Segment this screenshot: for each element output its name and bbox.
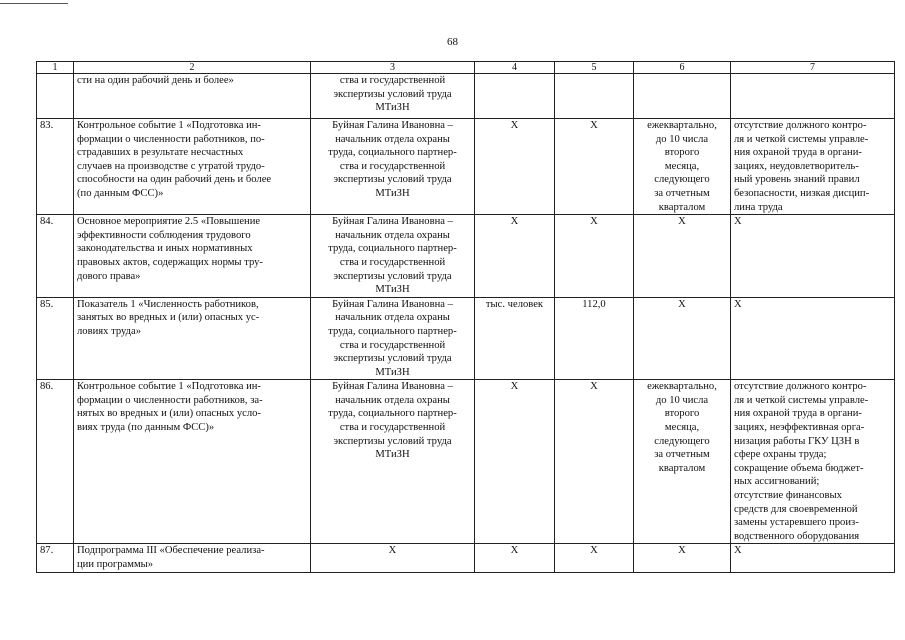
cell-line: труда, социального партнер- bbox=[328, 243, 457, 255]
deadline-cell bbox=[634, 215, 731, 298]
unit-cell bbox=[475, 544, 555, 572]
deadline-cell bbox=[634, 297, 731, 380]
value-cell bbox=[555, 215, 634, 298]
responsible-person bbox=[311, 544, 475, 572]
cell-line: Х bbox=[510, 545, 519, 557]
value-cell bbox=[555, 297, 634, 380]
cell-line: ловиях труда» bbox=[77, 325, 142, 337]
column-number: 6 bbox=[634, 62, 731, 74]
cell-line: 87. bbox=[40, 545, 54, 557]
value-cell bbox=[555, 544, 634, 572]
cell-line: случаев на производстве с утратой трудо- bbox=[77, 160, 265, 172]
cell-line: сти на один рабочий день и более» bbox=[77, 75, 234, 86]
header-rule bbox=[0, 3, 68, 4]
unit-cell bbox=[475, 380, 555, 544]
column-number: 3 bbox=[311, 62, 475, 74]
cell-line: Буйная Галина Ивановна – bbox=[332, 216, 453, 228]
column-number: 7 bbox=[731, 62, 895, 74]
cell-line: Буйная Галина Ивановна – bbox=[332, 381, 453, 393]
cell-line: Х bbox=[590, 120, 598, 131]
row-number bbox=[37, 119, 74, 215]
cell-line: 112,0 bbox=[582, 298, 606, 310]
cell-line: ля и четкой системы управле- bbox=[734, 394, 869, 406]
cell-line: кварталом bbox=[658, 201, 706, 213]
cell-line: Буйная Галина Ивановна – bbox=[332, 120, 453, 131]
cell-line: Х bbox=[734, 545, 742, 557]
cell-line: МТиЗН bbox=[375, 187, 410, 199]
responsible-person bbox=[311, 297, 475, 380]
cell-line: правовых актов, содержащих нормы тру- bbox=[77, 256, 263, 268]
table-row bbox=[37, 544, 895, 572]
value-cell bbox=[555, 380, 634, 544]
column-number: 1 bbox=[37, 62, 74, 74]
cell-line: МТиЗН bbox=[375, 284, 410, 296]
page-number: 68 bbox=[447, 36, 458, 48]
column-number: 2 bbox=[74, 62, 311, 74]
row-number bbox=[37, 544, 74, 572]
cell-line: (по данным ФСС)» bbox=[77, 187, 164, 199]
cell-line: начальник отдела охраны bbox=[335, 229, 450, 241]
cell-line: ния охраной труда в органи- bbox=[734, 147, 862, 159]
cell-line: Контрольное событие 1 «Подготовка ин- bbox=[77, 120, 261, 131]
cell-line: дового права» bbox=[77, 270, 141, 282]
risk-description bbox=[731, 119, 895, 215]
responsible-person bbox=[311, 380, 475, 544]
risk-description bbox=[731, 297, 895, 380]
cell-line: 84. bbox=[40, 216, 54, 228]
cell-line: замены устаревшего произ- bbox=[734, 517, 859, 529]
column-number: 4 bbox=[475, 62, 555, 74]
cell-line: Основное мероприятие 2.5 «Повышение bbox=[77, 216, 261, 228]
cell-line: зациях, неудовлетворитель- bbox=[734, 160, 859, 172]
document-table bbox=[36, 61, 895, 573]
unit-cell bbox=[475, 119, 555, 215]
cell-line: ства и государственной bbox=[339, 256, 446, 268]
item-description bbox=[74, 74, 311, 119]
table-row bbox=[37, 119, 895, 215]
cell-line: экспертизы условий труда bbox=[333, 435, 452, 447]
item-description bbox=[74, 119, 311, 215]
cell-line: сокращение объема бюджет- bbox=[734, 462, 864, 474]
cell-line: Х bbox=[388, 545, 397, 557]
cell-line: ства и государственной bbox=[339, 339, 446, 351]
deadline-cell bbox=[634, 380, 731, 544]
cell-line: Х bbox=[734, 298, 742, 310]
cell-line: 86. bbox=[40, 381, 54, 393]
risk-description bbox=[731, 544, 895, 572]
cell-line: Контрольное событие 1 «Подготовка ин- bbox=[77, 381, 261, 393]
cell-line: труда, социального партнер- bbox=[328, 325, 457, 337]
cell-line: зациях, неэффективная орга- bbox=[734, 422, 865, 434]
cell-line: экспертизы условий труда bbox=[333, 353, 452, 365]
cell-line: 85. bbox=[40, 298, 54, 310]
item-description bbox=[74, 380, 311, 544]
item-description bbox=[74, 297, 311, 380]
cell-line: Х bbox=[734, 216, 742, 228]
cell-line: за отчетным bbox=[654, 449, 710, 461]
cell-line: Х bbox=[510, 216, 519, 228]
cell-line: начальник отдела охраны bbox=[335, 133, 450, 145]
value-cell bbox=[555, 74, 634, 119]
responsible-person bbox=[311, 74, 475, 119]
cell-line: формации о численности работников, за- bbox=[77, 394, 263, 406]
cell-line: ежеквартально, bbox=[647, 381, 717, 393]
risk-description bbox=[731, 74, 895, 119]
cell-line: сфере охраны труда; bbox=[734, 449, 827, 461]
cell-line: следующего bbox=[654, 174, 710, 186]
cell-line: Х bbox=[590, 545, 598, 557]
table-row bbox=[37, 380, 895, 544]
cell-line: ции программы» bbox=[77, 559, 154, 570]
cell-line: занятых во вредных и (или) опасных ус- bbox=[77, 312, 260, 324]
cell-line: ля и четкой системы управле- bbox=[734, 133, 869, 145]
unit-cell bbox=[475, 74, 555, 119]
cell-line: Х bbox=[678, 545, 686, 557]
cell-line: Х bbox=[510, 120, 519, 131]
cell-line: труда, социального партнер- bbox=[328, 408, 457, 420]
unit-cell bbox=[475, 297, 555, 380]
cell-line: экспертизы условий труда bbox=[333, 270, 452, 282]
unit-cell bbox=[475, 215, 555, 298]
risk-description bbox=[731, 215, 895, 298]
deadline-cell bbox=[634, 544, 731, 572]
cell-line: Х bbox=[590, 381, 598, 393]
row-number bbox=[37, 74, 74, 119]
cell-line: Подпрограмма III «Обеспечение реализа- bbox=[77, 545, 265, 557]
row-number bbox=[37, 297, 74, 380]
cell-line: начальник отдела охраны bbox=[335, 394, 450, 406]
cell-line: формации о численности работников, по- bbox=[77, 133, 265, 145]
cell-line: кварталом bbox=[658, 462, 706, 474]
cell-line: начальник отдела охраны bbox=[335, 312, 450, 324]
responsible-person bbox=[311, 215, 475, 298]
cell-line: Х bbox=[510, 381, 519, 393]
risk-description bbox=[731, 380, 895, 544]
cell-line: второго bbox=[664, 147, 700, 159]
cell-line: лина труда bbox=[734, 201, 783, 213]
column-number-row bbox=[37, 62, 895, 74]
cell-line: МТиЗН bbox=[375, 449, 410, 461]
cell-line: Х bbox=[590, 216, 598, 228]
cell-line: Показатель 1 «Численность работников, bbox=[77, 298, 259, 310]
cell-line: страдавших в результате несчастных bbox=[77, 147, 244, 159]
cell-line: ния охраной труда в органи- bbox=[734, 408, 862, 420]
cell-line: эффективности соблюдения трудового bbox=[77, 229, 251, 241]
table-row bbox=[37, 215, 895, 298]
cell-line: ства и государственной bbox=[339, 160, 446, 172]
cell-line: ежеквартально, bbox=[647, 120, 717, 131]
cell-line: до 10 числа bbox=[655, 394, 709, 406]
cell-line: отсутствие должного контро- bbox=[734, 120, 867, 131]
cell-line: до 10 числа bbox=[655, 133, 709, 145]
table-row bbox=[37, 297, 895, 380]
cell-line: водственного оборудования bbox=[734, 530, 860, 542]
cell-line: месяца, bbox=[664, 422, 700, 434]
deadline-cell bbox=[634, 119, 731, 215]
cell-line: ства и государственной bbox=[339, 75, 446, 86]
cell-line: МТиЗН bbox=[375, 366, 410, 378]
cell-line: безопасности, низкая дисцип- bbox=[734, 187, 870, 199]
cell-line: отсутствие финансовых bbox=[734, 490, 842, 502]
item-description bbox=[74, 544, 311, 572]
cell-line: МТиЗН bbox=[375, 102, 410, 114]
column-number: 5 bbox=[555, 62, 634, 74]
table-row bbox=[37, 74, 895, 119]
cell-line: виях труда (по данным ФСС)» bbox=[77, 422, 215, 434]
cell-line: Х bbox=[678, 216, 686, 228]
cell-line: способности на один рабочий день и более bbox=[77, 174, 272, 186]
cell-line: ный уровень знаний правил bbox=[734, 174, 860, 186]
cell-line: нятых во вредных и (или) опасных усло- bbox=[77, 408, 261, 420]
cell-line: средств для своевременной bbox=[734, 503, 858, 515]
cell-line: Буйная Галина Ивановна – bbox=[332, 298, 453, 310]
cell-line: ных ассигнований; bbox=[734, 476, 820, 488]
value-cell bbox=[555, 119, 634, 215]
cell-line: за отчетным bbox=[654, 187, 710, 199]
cell-line: второго bbox=[664, 408, 700, 420]
row-number bbox=[37, 215, 74, 298]
responsible-person bbox=[311, 119, 475, 215]
cell-line: тыс. человек bbox=[485, 298, 544, 310]
cell-line: экспертизы условий труда bbox=[333, 174, 452, 186]
cell-line: ства и государственной bbox=[339, 422, 446, 434]
cell-line: низация работы ГКУ ЦЗН в bbox=[734, 435, 860, 447]
cell-line: следующего bbox=[654, 435, 710, 447]
row-number bbox=[37, 380, 74, 544]
cell-line: 83. bbox=[40, 120, 54, 131]
cell-line: отсутствие должного контро- bbox=[734, 381, 867, 393]
cell-line: Х bbox=[678, 298, 686, 310]
cell-line: законодательства и иных нормативных bbox=[77, 243, 253, 255]
cell-line: месяца, bbox=[664, 160, 700, 172]
deadline-cell bbox=[634, 74, 731, 119]
cell-line: труда, социального партнер- bbox=[328, 147, 457, 159]
item-description bbox=[74, 215, 311, 298]
cell-line: экспертизы условий труда bbox=[333, 88, 452, 100]
